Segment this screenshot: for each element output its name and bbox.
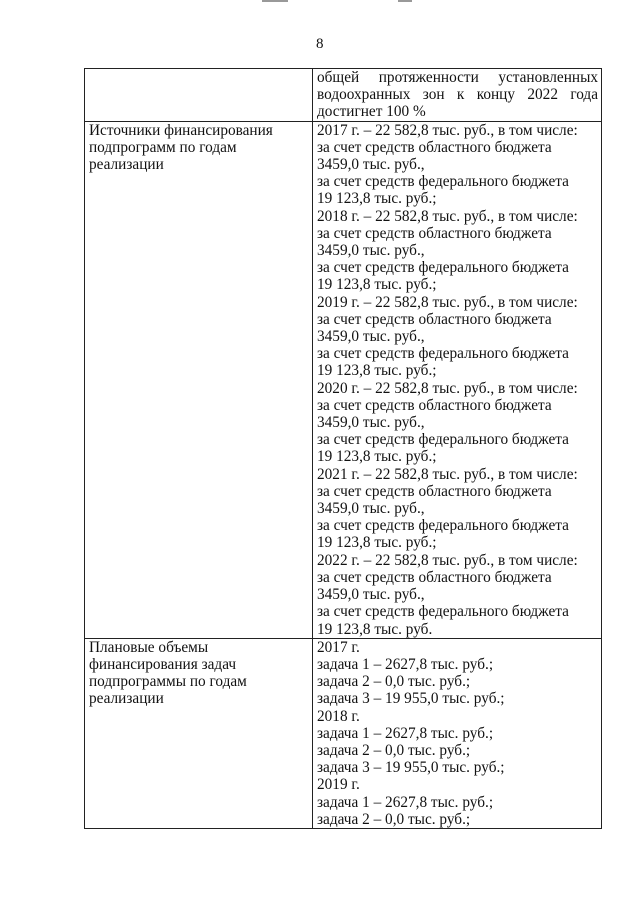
planned-year-block	[317, 639, 598, 708]
regional-budget-amount: 3459,0 тыс. руб.,	[317, 328, 425, 346]
federal-budget-amount: 19 123,8 тыс. руб.	[317, 620, 433, 638]
funding-year-header: 2020 г. – 22 582,8 тыс. руб., в том числе:	[317, 379, 578, 397]
funding-year-block	[317, 122, 598, 208]
continuation-cell	[313, 69, 602, 122]
planned-year: 2018 г.	[317, 707, 360, 725]
planned-volumes-content	[313, 638, 602, 828]
table-row-continuation	[85, 69, 602, 122]
funding-year-header: 2019 г. – 22 582,8 тыс. руб., в том числе:	[317, 293, 578, 311]
regional-budget-amount: 3459,0 тыс. руб.,	[317, 414, 425, 432]
planned-volumes-label: Плановые объемы финансирования задач подпрограммы по годам реализации	[85, 638, 313, 828]
page-number: 8	[316, 36, 324, 52]
funding-sources-content	[313, 121, 602, 638]
regional-budget-amount: 3459,0 тыс. руб.,	[317, 242, 425, 260]
federal-budget-label: за счет средств федерального бюджета	[317, 259, 569, 277]
passport-table	[84, 68, 602, 829]
planned-year-block	[317, 776, 598, 828]
continuation-line: водоохранных зон к концу 2022 года	[317, 86, 598, 104]
federal-budget-amount: 19 123,8 тыс. руб.;	[317, 362, 437, 380]
federal-budget-label: за счет средств федерального бюджета	[317, 517, 569, 535]
task-line: задача 1 – 2627,8 тыс. руб.;	[317, 655, 494, 673]
planned-year: 2017 г.	[317, 638, 360, 656]
task-line: задача 1 – 2627,8 тыс. руб.;	[317, 793, 494, 811]
regional-budget-label: за счет средств областного бюджета	[317, 482, 552, 500]
funding-year-header: 2017 г. – 22 582,8 тыс. руб., в том числе:	[317, 121, 578, 139]
funding-year-block	[317, 380, 598, 466]
funding-year-header: 2022 г. – 22 582,8 тыс. руб., в том числе:	[317, 551, 578, 569]
federal-budget-amount: 19 123,8 тыс. руб.;	[317, 276, 437, 294]
task-line: задача 2 – 0,0 тыс. руб.;	[317, 741, 471, 759]
regional-budget-label: за счет средств областного бюджета	[317, 568, 552, 586]
regional-budget-amount: 3459,0 тыс. руб.,	[317, 156, 425, 174]
regional-budget-label: за счет средств областного бюджета	[317, 396, 552, 414]
planned-year: 2019 г.	[317, 776, 360, 794]
regional-budget-label: за счет средств областного бюджета	[317, 310, 552, 328]
scan-mark-right	[398, 0, 412, 2]
funding-sources-label: Источники финансирования подпрограмм по годам реализации	[85, 121, 313, 638]
task-line: задача 1 – 2627,8 тыс. руб.;	[317, 724, 494, 742]
task-line: задача 2 – 0,0 тыс. руб.;	[317, 810, 471, 828]
regional-budget-amount: 3459,0 тыс. руб.,	[317, 586, 425, 604]
regional-budget-amount: 3459,0 тыс. руб.,	[317, 500, 425, 518]
federal-budget-label: за счет средств федерального бюджета	[317, 431, 569, 449]
funding-year-header: 2018 г. – 22 582,8 тыс. руб., в том числе:	[317, 207, 578, 225]
empty-label-cell	[85, 69, 313, 122]
federal-budget-amount: 19 123,8 тыс. руб.;	[317, 448, 437, 466]
funding-year-block	[317, 466, 598, 552]
funding-year-block	[317, 208, 598, 294]
federal-budget-amount: 19 123,8 тыс. руб.;	[317, 534, 437, 552]
regional-budget-label: за счет средств областного бюджета	[317, 224, 552, 242]
task-line: задача 3 – 19 955,0 тыс. руб.;	[317, 690, 505, 708]
regional-budget-label: за счет средств областного бюджета	[317, 138, 552, 156]
funding-year-block	[317, 294, 598, 380]
federal-budget-label: за счет средств федерального бюджета	[317, 603, 569, 621]
planned-year-block	[317, 708, 598, 777]
task-line: задача 3 – 19 955,0 тыс. руб.;	[317, 759, 505, 777]
continuation-line: достигнет 100 %	[317, 103, 426, 121]
table-row-funding-sources	[85, 121, 602, 638]
federal-budget-amount: 19 123,8 тыс. руб.;	[317, 190, 437, 208]
task-line: задача 2 – 0,0 тыс. руб.;	[317, 673, 471, 691]
federal-budget-label: за счет средств федерального бюджета	[317, 173, 569, 191]
funding-year-block	[317, 552, 598, 638]
federal-budget-label: за счет средств федерального бюджета	[317, 345, 569, 363]
table-row-planned-volumes	[85, 638, 602, 828]
funding-year-header: 2021 г. – 22 582,8 тыс. руб., в том числе:	[317, 465, 578, 483]
continuation-line: общей протяженности установленных	[317, 69, 598, 86]
scan-mark-left	[262, 0, 288, 2]
